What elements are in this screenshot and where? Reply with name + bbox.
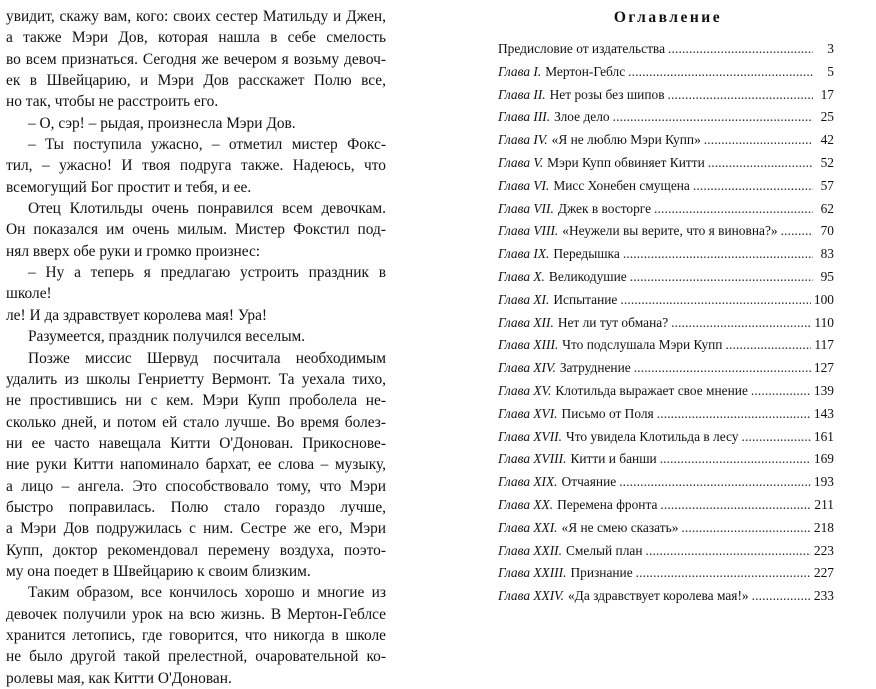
toc-page-number: 25: [820, 109, 834, 125]
text-line: му она поедет в Швейцарию к своим близким.: [6, 562, 311, 580]
toc-chapter-label: Глава XVIII.: [498, 451, 567, 467]
toc-dot-leader: [619, 474, 811, 490]
text-line: увидит, скажу вам, кого: своих сестер Матильду и Джен,: [6, 8, 386, 25]
toc-page-number: 161: [813, 428, 834, 444]
toc-page-number: 42: [820, 132, 834, 148]
text-line: Он показался им очень милым. Мистер Фокстил под-: [6, 221, 386, 239]
toc-dot-leader: [668, 87, 813, 103]
toc-chapter-label: Глава VI.: [498, 177, 550, 193]
text-line: быстро поправилась. Полю стало гораздо лучше,: [6, 498, 386, 516]
toc-page-number: 227: [813, 565, 834, 581]
toc-dot-leader: [636, 565, 811, 581]
toc-dot-leader: [668, 41, 813, 57]
toc-entry[interactable]: [498, 292, 834, 315]
text-line: но так, чтобы не расстроить его.: [6, 93, 219, 111]
toc-chapter-title: «Я не смею сказать»: [561, 519, 679, 535]
toc-entry[interactable]: [498, 360, 834, 383]
toc-entry[interactable]: [498, 132, 834, 155]
toc-page-number: 83: [820, 246, 834, 262]
toc-page-number: 223: [813, 542, 834, 558]
toc-entry[interactable]: [498, 383, 834, 406]
toc-entry[interactable]: [498, 87, 834, 110]
toc-dot-leader: [660, 451, 811, 467]
toc-entry[interactable]: [498, 429, 834, 452]
toc-chapter-label: Глава XV.: [498, 382, 552, 398]
toc-chapter-title: Что увидела Клотильда в лесу: [566, 428, 739, 444]
text-line: – Ты поступила ужасно, – отметил мистер Фокс-: [28, 136, 386, 154]
text-line: а лицо – ангела. Это способствовало тому, что Мэри: [6, 477, 386, 495]
toc-page-number: 193: [813, 474, 834, 490]
toc-entry[interactable]: [498, 64, 834, 87]
toc-dot-leader: [623, 246, 813, 262]
text-line: хранится летопись, где говорится, что никогда в школе: [6, 626, 386, 644]
toc-chapter-title: Мэри Купп обвиняет Китти: [547, 154, 705, 170]
toc-chapter-label: Глава XII.: [498, 314, 554, 330]
toc-entry[interactable]: [498, 451, 834, 474]
toc-chapter-title: Передышка: [553, 246, 620, 262]
toc-page-number: 5: [827, 63, 834, 79]
toc-chapter-label: Глава III.: [498, 109, 551, 125]
toc-chapter-title: Клотильда выражает свое мнение: [555, 382, 748, 398]
toc-entry[interactable]: [498, 520, 834, 543]
text-line: удалить из школы Генриетту Вермонт. Та уехала тихо,: [6, 370, 386, 388]
toc-entry[interactable]: [498, 315, 834, 338]
toc-chapter-title: Мертон-Геблс: [545, 63, 626, 79]
toc-chapter-label: Глава VIII.: [498, 223, 559, 239]
toc-entry[interactable]: [498, 337, 834, 360]
toc-chapter-label: Глава XXIII.: [498, 565, 567, 581]
toc-dot-leader: [654, 201, 813, 217]
toc-dot-leader: [613, 109, 813, 125]
toc-page-number: 127: [813, 360, 834, 376]
toc-chapter-label: Глава XVII.: [498, 428, 562, 444]
toc-chapter-label: Глава I.: [498, 63, 542, 79]
toc-entry[interactable]: [498, 223, 834, 246]
toc-page-number: 3: [827, 41, 834, 56]
toc-page-number: 57: [820, 177, 834, 193]
toc-entry[interactable]: [498, 406, 834, 429]
toc-dot-leader: [751, 383, 811, 399]
toc-dot-leader: [681, 520, 810, 536]
toc-entry[interactable]: [498, 178, 834, 201]
toc-chapter-title: Что подслушала Мэри Купп: [562, 337, 723, 353]
toc-dot-leader: [741, 429, 810, 445]
text-line: тил, – ужасно! И твоя подруга также. Надеюсь, что: [6, 157, 386, 175]
toc-page-number: 17: [820, 86, 834, 102]
toc-chapter-title: Нет розы без шипов: [549, 86, 665, 102]
toc-chapter-label: Глава XVI.: [498, 405, 558, 421]
toc-chapter-title: Затруднение: [559, 360, 631, 376]
toc-entry[interactable]: [498, 109, 834, 132]
toc-dot-leader: [646, 543, 811, 559]
text-line: ек в Швейцарию, и Мэри Дов расскажет Полю все,: [6, 72, 386, 90]
text-line: нял вверх обе руки и громко произнес:: [6, 242, 261, 260]
text-line: не простившись ни с кем. Мэри Купп проболела не-: [6, 392, 386, 410]
toc-dot-leader: [634, 360, 811, 376]
text-line: девочек получили урок на всю жизнь. В Мертон-Геблсе: [6, 605, 386, 623]
toc-title: Оглавление: [613, 9, 723, 26]
text-line: ле! И да здравствует королева мая! Ура!: [6, 306, 268, 324]
text-line: а Мэри Дов подружилась с ним. Сестре же его, Мэри: [6, 520, 386, 538]
toc-dot-leader: [620, 292, 811, 308]
toc-dot-leader: [704, 132, 813, 148]
toc-dot-leader: [708, 155, 813, 171]
toc-dot-leader: [660, 497, 811, 513]
toc-chapter-label: Глава XIV.: [498, 360, 556, 376]
toc-dot-leader: [628, 64, 813, 80]
toc-dot-leader: [630, 269, 813, 285]
toc-chapter-title: Смелый план: [566, 542, 643, 558]
toc-chapter-label: Глава V.: [498, 154, 544, 170]
text-line: а также Мэри Дов, которая нашла в себе смелость: [6, 29, 386, 47]
text-line: всемогущий Бог простит и тебя, и ее.: [6, 178, 252, 196]
toc-chapter-title: «Я не люблю Мэри Купп»: [551, 132, 701, 148]
toc-entry[interactable]: [498, 588, 834, 611]
table-of-contents: [498, 41, 834, 611]
toc-dot-leader: [657, 406, 811, 422]
toc-chapter-title: Злое дело: [554, 109, 610, 125]
text-line: не было другой такой прелестной, очаровательной ко-: [6, 648, 386, 666]
toc-chapter-label: Глава X.: [498, 268, 545, 284]
toc-dot-leader: [693, 178, 813, 194]
toc-page-number: 117: [814, 337, 834, 353]
toc-chapter-title: Великодушие: [548, 268, 627, 284]
text-line: ни ее часто навещала Китти О'Донован. Прикоснове-: [6, 434, 386, 452]
toc-dot-leader: [671, 315, 811, 331]
toc-chapter-label: Глава XIX.: [498, 474, 558, 490]
toc-chapter-title: Отчаяние: [561, 474, 617, 490]
toc-chapter-title: Китти и банши: [570, 451, 657, 467]
toc-page-number: 211: [814, 496, 834, 512]
toc-page-number: 218: [813, 519, 834, 535]
toc-entry[interactable]: [498, 474, 834, 497]
toc-page-number: 70: [820, 223, 834, 239]
toc-page-number: 52: [820, 154, 834, 170]
toc-entry[interactable]: [498, 41, 834, 64]
text-line: во всем признаться. Сегодня же вечером я возьму девоч-: [6, 50, 386, 68]
toc-page-number: 233: [813, 588, 834, 604]
toc-chapter-title: Предисловие от издательства: [498, 41, 666, 56]
text-line: Таким образом, все кончилось хорошо и многие из: [28, 584, 386, 602]
toc-chapter-label: Глава VII.: [498, 200, 554, 216]
toc-chapter-title: Нет ли тут обмана?: [557, 314, 669, 330]
toc-chapter-title: Мисс Хонебен смущена: [553, 177, 690, 193]
toc-chapter-label: Глава II.: [498, 86, 546, 102]
toc-chapter-label: Глава IV.: [498, 132, 548, 148]
toc-page-number: 95: [820, 268, 834, 284]
text-line: Купп, доктор рекомендовал перемену воздуха, поэто-: [6, 541, 386, 559]
text-line: – О, сэр! – рыдая, произнесла Мэри Дов.: [28, 114, 296, 132]
toc-chapter-title: Испытание: [553, 291, 618, 307]
toc-dot-leader: [752, 588, 811, 604]
toc-chapter-title: Признание: [570, 565, 633, 581]
toc-page-number: 100: [813, 291, 834, 307]
toc-dot-leader: [781, 223, 813, 239]
toc-entry[interactable]: [498, 201, 834, 224]
toc-chapter-label: Глава XX.: [498, 496, 554, 512]
toc-page-number: 62: [820, 200, 834, 216]
toc-chapter-label: Глава IX.: [498, 246, 550, 262]
toc-chapter-title: «Неужели вы верите, что я виновна?»: [562, 223, 778, 239]
toc-entry[interactable]: [498, 543, 834, 566]
toc-entry[interactable]: [498, 497, 834, 520]
toc-chapter-label: Глава XI.: [498, 291, 550, 307]
toc-chapter-label: Глава XXI.: [498, 519, 558, 535]
toc-entry[interactable]: [498, 565, 834, 588]
left-page-text: [6, 6, 386, 689]
toc-chapter-label: Глава XIII.: [498, 337, 559, 353]
toc-chapter-title: «Да здравствует королева мая!»: [567, 588, 749, 604]
toc-dot-leader: [725, 337, 811, 353]
toc-chapter-title: Джек в восторге: [557, 200, 652, 216]
text-line: – Ну а теперь я предлагаю устроить праздник в школе!: [6, 264, 386, 303]
text-line: Разумеется, праздник получился веселым.: [28, 328, 306, 346]
toc-page-number: 139: [813, 382, 834, 398]
toc-chapter-label: Глава XXIV.: [498, 588, 564, 604]
text-line: сколько дней, и потом ей стало лучше. Во время болез-: [6, 413, 386, 431]
toc-chapter-label: Глава XXII.: [498, 542, 562, 558]
text-line: ролевы мая, как Китти О'Донован.: [6, 669, 232, 687]
toc-page-number: 110: [814, 314, 834, 330]
text-line: ние руки Китти напоминало бархат, ее слова – музыку,: [6, 456, 386, 474]
toc-page-number: 143: [813, 405, 834, 421]
toc-chapter-title: Письмо от Поля: [561, 405, 654, 421]
text-line: Отец Клотильды очень понравился всем девочкам.: [28, 200, 386, 218]
toc-entry[interactable]: [498, 246, 834, 269]
text-line: Позже миссис Шервуд посчитала необходимым: [28, 349, 386, 367]
toc-entry[interactable]: [498, 269, 834, 292]
toc-chapter-title: Перемена фронта: [557, 496, 658, 512]
toc-entry[interactable]: [498, 155, 834, 178]
toc-page-number: 169: [813, 451, 834, 467]
